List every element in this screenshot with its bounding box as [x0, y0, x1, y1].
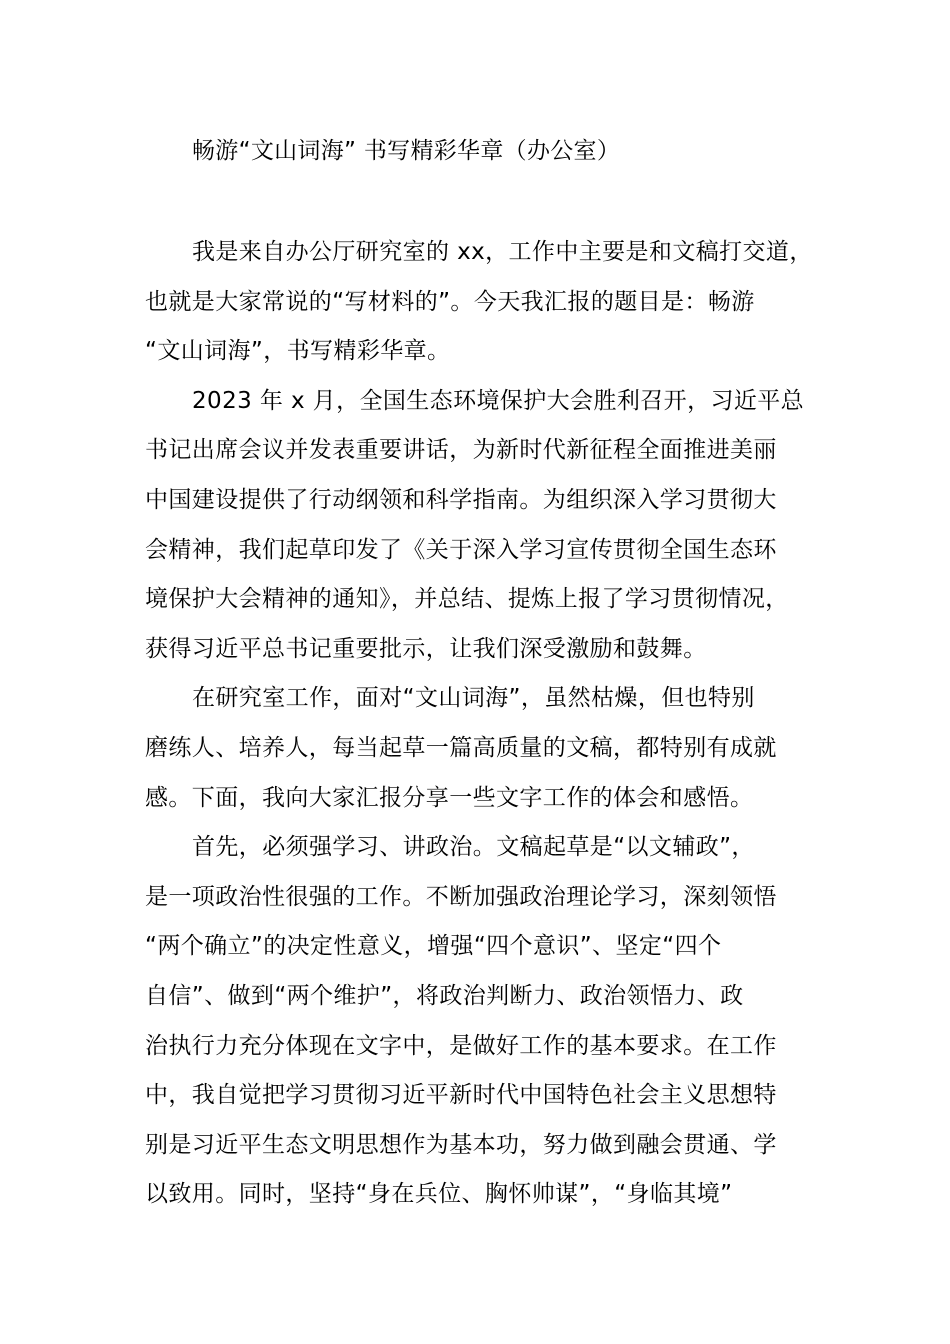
- text-line: 获得习近平总书记重要批示，让我们深受激励和鼓舞。: [145, 635, 707, 662]
- text-line: 中，我自觉把学习贯彻习近平新时代中国特色社会主义思想特: [145, 1082, 777, 1109]
- text-line: 以致用。同时，坚持“身在兵位、胸怀帅谋”，“身临其境”: [145, 1181, 733, 1208]
- text-line: “两个确立”的决定性意义，增强“四个意识”、坚定“四个: [145, 933, 722, 960]
- text-line: “文山词海”，书写精彩华章。: [145, 338, 451, 365]
- text-line: 首先，必须强学习、讲政治。文稿起草是“以文辅政”，: [192, 834, 755, 861]
- text-line: 在研究室工作，面对“文山词海”，虽然枯燥，但也特别: [192, 685, 755, 712]
- text-line: 是一项政治性很强的工作。不断加强政治理论学习，深刻领悟: [145, 883, 777, 910]
- text-line: 2023 年 x 月，全国生态环境保护大会胜利召开，习近平总: [192, 387, 805, 414]
- text-line: 感。下面，我向大家汇报分享一些文字工作的体会和感悟。: [145, 784, 754, 811]
- text-line: 境保护大会精神的通知》，并总结、提炼上报了学习贯彻情况，: [145, 586, 789, 613]
- text-line: 中国建设提供了行动纲领和科学指南。为组织深入学习贯彻大: [145, 486, 777, 513]
- text-line: 自信”、做到“两个维护”，将政治判断力、政治领悟力、政: [145, 982, 744, 1009]
- text-line: 别是习近平生态文明思想作为基本功，努力做到融会贯通、学: [145, 1131, 777, 1158]
- text-line: 磨练人、培养人，每当起草一篇高质量的文稿，都特别有成就: [145, 734, 777, 761]
- text-line: 也就是大家常说的“写材料的”。今天我汇报的题目是：畅游: [145, 288, 755, 315]
- text-line: 我是来自办公厅研究室的 xx，工作中主要是和文稿打交道，: [192, 239, 813, 265]
- text-line: 会精神，我们起草印发了《关于深入学习宣传贯彻全国生态环: [145, 536, 777, 563]
- text-line: 书记出席会议并发表重要讲话，为新时代新征程全面推进美丽: [145, 437, 777, 464]
- document-title: 畅游“文山词海” 书写精彩华章（办公室）: [192, 138, 621, 164]
- text-line: 治执行力充分体现在文字中，是做好工作的基本要求。在工作: [145, 1032, 777, 1059]
- document-body: [145, 232, 825, 1224]
